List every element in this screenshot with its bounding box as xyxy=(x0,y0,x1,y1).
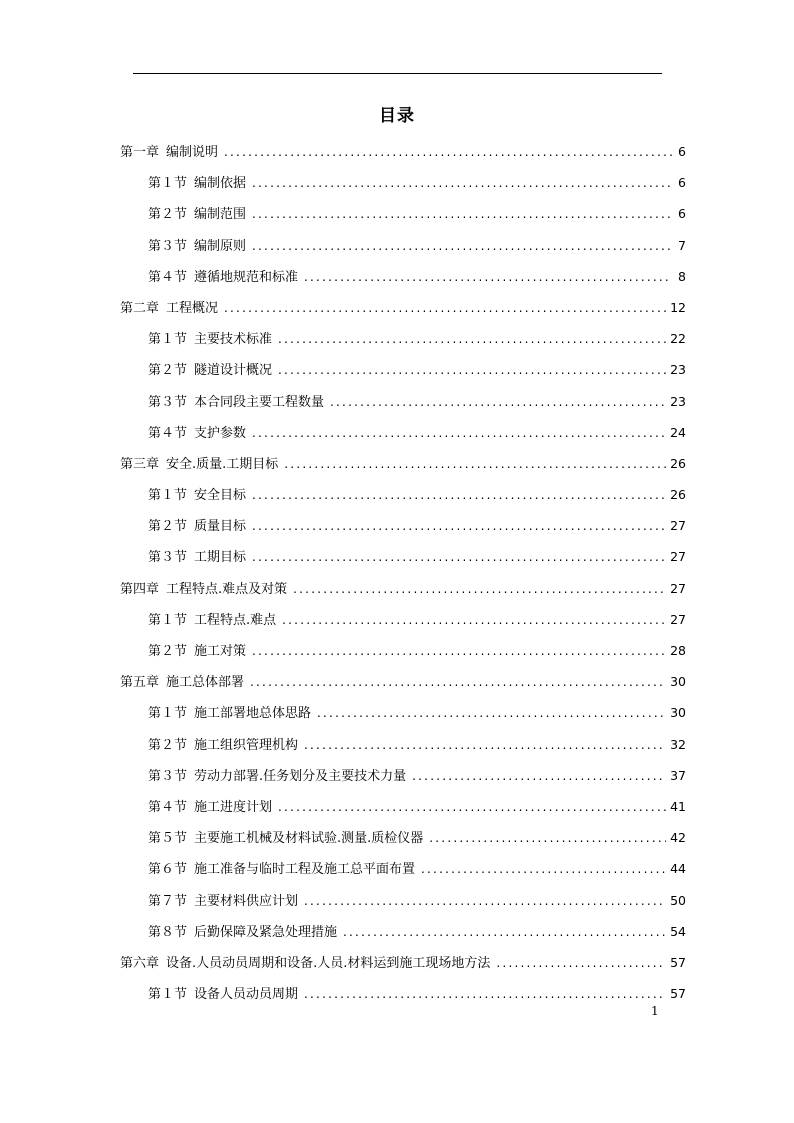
toc-entry-label xyxy=(120,298,218,320)
toc-entry-label xyxy=(148,766,406,788)
toc-entry-label xyxy=(148,922,337,944)
toc-entry-title: 支护参数 xyxy=(194,425,247,441)
toc-entry-label xyxy=(148,703,311,725)
toc-entry-title: 编制范围 xyxy=(194,207,247,223)
toc-section-entry[interactable] xyxy=(120,484,686,515)
toc-entry-number: 第２节 xyxy=(148,519,188,535)
toc-entry-number: 第４节 xyxy=(148,269,188,285)
toc-entry-page: 50 xyxy=(670,892,686,908)
toc-entry-page: 7 xyxy=(678,237,686,253)
toc-dot-leader xyxy=(304,266,672,288)
toc-entry-label xyxy=(148,547,246,569)
toc-entry-page: 23 xyxy=(670,393,686,409)
toc-entry-number: 第３节 xyxy=(148,394,188,410)
toc-entry-number: 第四章 xyxy=(120,581,160,597)
toc-entry-label xyxy=(148,859,415,881)
toc-entry-number: 第２节 xyxy=(148,207,188,223)
toc-entry-number: 第１节 xyxy=(148,987,188,1003)
toc-entry-page: 41 xyxy=(670,798,686,814)
toc-entry-label xyxy=(148,329,272,351)
toc-entry-page: 26 xyxy=(670,455,686,471)
toc-entry-label xyxy=(148,173,246,195)
toc-entry-page: 37 xyxy=(670,767,686,783)
toc-dot-leader xyxy=(412,765,666,787)
toc-entry-number: 第６节 xyxy=(148,862,188,878)
toc-dot-leader xyxy=(317,702,666,724)
toc-entry-title: 安全.质量.工期目标 xyxy=(166,456,279,472)
toc-entry-title: 编制依据 xyxy=(194,176,247,192)
toc-entry-label xyxy=(120,953,490,975)
toc-entry-label xyxy=(148,516,246,538)
toc-entry-number: 第１节 xyxy=(148,488,188,504)
toc-entry-label xyxy=(120,672,244,694)
toc-entry-number: 第８节 xyxy=(148,924,188,940)
table-of-contents xyxy=(120,141,686,1014)
toc-dot-leader xyxy=(304,734,666,756)
toc-entry-page: 8 xyxy=(678,268,686,284)
toc-entry-title: 编制说明 xyxy=(166,145,219,160)
toc-dot-leader xyxy=(252,640,666,662)
toc-entry-page: 22 xyxy=(670,331,686,347)
toc-entry-label xyxy=(148,485,246,507)
toc-entry-title: 安全目标 xyxy=(194,488,247,504)
toc-section-entry[interactable] xyxy=(120,359,686,390)
toc-entry-page: 30 xyxy=(670,705,686,721)
toc-dot-leader xyxy=(224,141,672,163)
toc-entry-number: 第３节 xyxy=(148,550,188,566)
toc-entry-label xyxy=(148,392,324,414)
toc-entry-label xyxy=(148,423,246,445)
toc-chapter-entry[interactable] xyxy=(120,578,686,609)
toc-entry-page: 28 xyxy=(670,643,686,658)
toc-entry-title: 后勤保障及紧急处理措施 xyxy=(194,924,338,940)
toc-entry-page: 57 xyxy=(670,954,686,970)
toc-entry-number: 第４节 xyxy=(148,799,188,815)
toc-entry-label xyxy=(148,984,298,1006)
toc-entry-title: 本合同段主要工程数量 xyxy=(194,394,325,410)
toc-section-entry[interactable] xyxy=(120,235,686,266)
toc-chapter-entry[interactable] xyxy=(120,453,686,484)
toc-entry-number: 第２节 xyxy=(148,644,188,659)
toc-chapter-entry[interactable] xyxy=(120,952,686,983)
toc-entry-label xyxy=(148,610,276,632)
toc-entry-title: 编制原则 xyxy=(194,238,247,254)
toc-entry-title: 施工组织管理机构 xyxy=(194,737,299,753)
toc-dot-leader xyxy=(252,172,672,194)
toc-entry-page: 30 xyxy=(670,674,686,690)
toc-entry-title: 施工总体部署 xyxy=(166,675,245,691)
toc-dot-leader xyxy=(284,453,666,475)
toc-entry-page: 32 xyxy=(670,736,686,752)
toc-entry-number: 第１节 xyxy=(148,612,188,628)
toc-entry-page: 27 xyxy=(670,580,686,596)
toc-entry-label xyxy=(148,828,423,850)
toc-entry-label xyxy=(148,641,246,663)
toc-dot-leader xyxy=(252,484,666,506)
toc-entry-page: 27 xyxy=(670,549,686,565)
toc-section-entry[interactable] xyxy=(120,921,686,952)
toc-section-entry[interactable] xyxy=(120,827,686,858)
toc-section-entry[interactable] xyxy=(120,422,686,453)
toc-section-entry[interactable] xyxy=(120,546,686,577)
toc-entry-number: 第１节 xyxy=(148,176,188,192)
toc-entry-number: 第五章 xyxy=(120,675,160,691)
toc-section-entry[interactable] xyxy=(120,172,686,203)
toc-entry-title: 工程特点.难点及对策 xyxy=(166,581,288,597)
toc-entry-label xyxy=(148,891,298,913)
toc-entry-number: 第一章 xyxy=(120,145,160,160)
toc-entry-number: 第５节 xyxy=(148,831,188,847)
toc-entry-number: 第１节 xyxy=(148,332,188,348)
toc-section-entry[interactable] xyxy=(120,609,686,640)
toc-section-entry[interactable] xyxy=(120,796,686,827)
toc-dot-leader xyxy=(293,578,666,600)
toc-section-entry[interactable] xyxy=(120,858,686,889)
toc-section-entry[interactable] xyxy=(120,890,686,921)
toc-entry-title: 主要施工机械及材料试验.测量.质检仪器 xyxy=(194,831,424,847)
toc-entry-label xyxy=(148,735,298,757)
toc-dot-leader xyxy=(252,203,672,225)
toc-entry-label xyxy=(148,204,246,226)
toc-entry-label xyxy=(120,142,218,164)
toc-entry-number: 第三章 xyxy=(120,456,160,472)
toc-entry-number: 第２节 xyxy=(148,737,188,753)
toc-entry-number: 第２节 xyxy=(148,363,188,379)
toc-dot-leader xyxy=(252,235,672,257)
toc-dot-leader xyxy=(496,952,666,974)
toc-entry-title: 施工准备与临时工程及施工总平面布置 xyxy=(194,862,416,878)
toc-entry-title: 隧道设计概况 xyxy=(194,363,273,379)
toc-entry-number: 第３节 xyxy=(148,768,188,784)
toc-entry-number: 第３节 xyxy=(148,238,188,254)
toc-entry-title: 设备.人员动员周期和设备.人员.材料运到施工现场地方法 xyxy=(166,955,491,971)
header-rule xyxy=(133,73,662,74)
toc-section-entry[interactable] xyxy=(120,983,686,1014)
toc-entry-page: 54 xyxy=(670,923,686,939)
toc-entry-number: 第１节 xyxy=(148,706,188,722)
toc-entry-page: 26 xyxy=(670,487,686,503)
toc-entry-title: 遵循地规范和标准 xyxy=(194,269,299,285)
toc-entry-page: 12 xyxy=(670,299,686,315)
toc-entry-page: 6 xyxy=(678,144,686,159)
toc-section-entry[interactable] xyxy=(120,391,686,422)
toc-section-entry[interactable] xyxy=(120,203,686,234)
toc-section-entry[interactable] xyxy=(120,515,686,546)
toc-entry-page: 24 xyxy=(670,424,686,440)
toc-dot-leader xyxy=(278,796,666,818)
toc-section-entry[interactable] xyxy=(120,765,686,796)
toc-title: 目录 xyxy=(379,106,415,126)
toc-dot-leader xyxy=(421,858,666,880)
toc-chapter-entry[interactable] xyxy=(120,671,686,702)
toc-dot-leader xyxy=(250,671,666,693)
toc-entry-label xyxy=(148,360,272,382)
toc-dot-leader xyxy=(304,983,666,1005)
toc-entry-page: 27 xyxy=(670,518,686,534)
toc-section-entry[interactable] xyxy=(120,640,686,671)
toc-entry-title: 施工对策 xyxy=(194,644,247,659)
toc-dot-leader xyxy=(429,827,666,849)
toc-dot-leader xyxy=(252,515,666,537)
toc-entry-title: 工程概况 xyxy=(166,300,219,316)
toc-section-entry[interactable] xyxy=(120,266,686,297)
toc-entry-title: 劳动力部署.任务划分及主要技术力量 xyxy=(194,768,407,784)
toc-entry-page: 44 xyxy=(670,861,686,877)
toc-dot-leader xyxy=(343,921,666,943)
toc-entry-page: 42 xyxy=(670,830,686,846)
toc-entry-title: 施工进度计划 xyxy=(194,799,273,815)
toc-entry-page: 57 xyxy=(670,986,686,1002)
toc-section-entry[interactable] xyxy=(120,734,686,765)
toc-entry-number: 第４节 xyxy=(148,425,188,441)
toc-entry-title: 工程特点.难点 xyxy=(194,612,277,628)
toc-entry-title: 主要技术标准 xyxy=(194,332,273,348)
toc-entry-title: 工期目标 xyxy=(194,550,247,566)
page-number: 1 xyxy=(651,1004,659,1018)
toc-entry-label xyxy=(120,579,287,601)
toc-entry-title: 主要材料供应计划 xyxy=(194,893,299,909)
toc-entry-number: 第六章 xyxy=(120,955,160,971)
toc-chapter-entry[interactable] xyxy=(120,141,686,172)
toc-entry-page: 27 xyxy=(670,611,686,627)
toc-entry-page: 23 xyxy=(670,362,686,378)
toc-dot-leader xyxy=(278,359,666,381)
toc-entry-label xyxy=(148,797,272,819)
toc-entry-title: 施工部署地总体思路 xyxy=(194,706,312,722)
toc-entry-label xyxy=(120,454,278,476)
toc-entry-title: 设备人员动员周期 xyxy=(194,987,299,1003)
toc-entry-page: 6 xyxy=(678,175,686,191)
toc-dot-leader xyxy=(330,391,666,413)
toc-entry-label xyxy=(148,236,246,258)
toc-dot-leader xyxy=(252,546,666,568)
toc-entry-number: 第二章 xyxy=(120,300,160,316)
toc-entry-label xyxy=(148,267,298,289)
toc-dot-leader xyxy=(282,609,666,631)
toc-section-entry[interactable] xyxy=(120,328,686,359)
toc-dot-leader xyxy=(252,422,666,444)
toc-entry-page: 6 xyxy=(678,206,686,222)
toc-dot-leader xyxy=(224,297,666,319)
toc-dot-leader xyxy=(278,328,666,350)
toc-entry-title: 质量目标 xyxy=(194,519,247,535)
toc-chapter-entry[interactable] xyxy=(120,297,686,328)
toc-dot-leader xyxy=(304,890,666,912)
toc-section-entry[interactable] xyxy=(120,702,686,733)
toc-entry-number: 第７节 xyxy=(148,893,188,909)
